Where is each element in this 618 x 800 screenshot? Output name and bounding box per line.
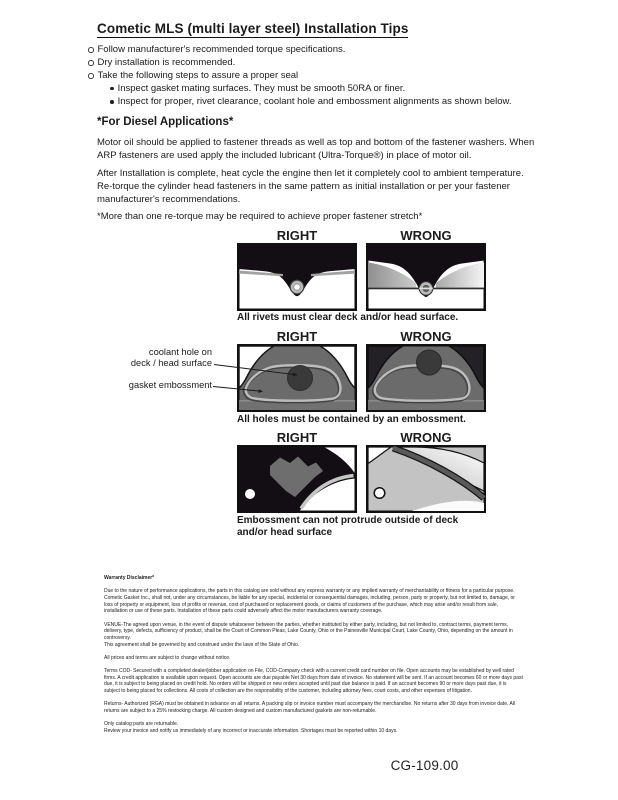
filled-bullet-icon — [110, 100, 114, 104]
list-item-text: Take the following steps to assure a proper seal — [97, 70, 299, 82]
governing-law-paragraph: This agreement shall be governed by and construed under the laws of the State of Ohio. — [104, 641, 300, 648]
embossment-wrong-diagram — [366, 445, 486, 513]
rivet-icon — [290, 280, 304, 294]
open-bullet-icon — [88, 73, 94, 79]
holes-caption: All holes must be contained by an embossment. — [237, 414, 466, 425]
coolant-hole-icon — [417, 350, 442, 375]
gasket-embossment-callout-label: gasket embossment — [128, 380, 212, 390]
open-bullet-icon — [88, 47, 94, 53]
coolant-hole-right-diagram — [237, 344, 357, 412]
install-tips-list — [88, 43, 558, 108]
list-item-text: Inspect gasket mating surfaces. They must be smooth 50RA or finer. — [117, 83, 406, 95]
legal-fine-print — [104, 575, 523, 741]
right-label: RIGHT — [276, 430, 318, 445]
coolant-hole-icon — [288, 366, 313, 391]
prices-paragraph: All prices and terms are subject to change without notice. — [104, 654, 231, 661]
diesel-section-heading: *For Diesel Applications* — [97, 116, 234, 128]
right-label: RIGHT — [276, 329, 318, 344]
warranty-heading: Warranty Disclaimer* — [104, 575, 155, 581]
diesel-paragraph-2: After Installation is complete, heat cycle the engine then let it completely cool to ambient temperature. Re-torque the cylinder head fasteners in the same pattern as initial installation or per your fastener manufacturer's recommendations. — [97, 168, 524, 206]
warranty-paragraph: Due to the nature of performance applications, the parts in this catalog are sold without any express warranty or any implied warranty of merchantability or fitness for a particular purpose. Cometic Gasket Inc., shall not, under any circumstances, be liable for any special, incidental or consequential damages, including, person, party or property, but not limited to, damage, or loss of property or equipment, loss of profits or revenue, cost of purchased or replacement goods, or claims of customers of the purchase, which may arise and/or result from sale, installation or use of these parts. Installation of these parts could adversely affect the motor manufacturers warranty coverage. — [104, 588, 515, 615]
coolant-hole-wrong-diagram — [366, 344, 486, 412]
page-title: Cometic MLS (multi layer steel) Installation Tips — [97, 21, 409, 36]
terms-paragraph: Terms COD- Secured with a completed dealer/jobber application on File, COD-Company check with a current credit card number on file. Open accounts may be established by well rated firms. A credit application is available upon request. Open accounts are due payable Net 30 days from date of invoice. No statement will be sent. If an account becomes 60 or more days past due, it is subject to being placed on credit hold. No orders will be shipped or new orders accepted until past due balance is paid. If an account becomes 90 or more days past due, it is subject to being placed for collections. All costs of collection are the responsibility of the customer, including attorney fees, court costs, and other expenses of litigation. — [104, 668, 523, 695]
review-invoice-paragraph: Review your invoice and notify us immediately of any incorrect or inaccurate information. Shortages must be reported within 10 days. — [104, 727, 398, 734]
venue-paragraph: VENUE-The agreed upon venue, in the event of dispute whatsoever between the parties, whether instituted by either party, including, but not limited to, contract terms, payment terms, delivery, type, defects, sufficiency of product, shall be the Court of Common Pleas, Lake County, Ohio or the Painesville Municipal Court, Lake County, Ohio, depending on the amount in controversy. — [104, 621, 513, 641]
page-code: CG-109.00 — [390, 758, 459, 773]
filled-bullet-icon — [110, 87, 114, 91]
diesel-paragraph-3: *More than one re-torque may be required to achieve proper fastener stretch* — [97, 211, 423, 222]
open-bullet-icon — [88, 60, 94, 66]
rivet-right-diagram — [237, 243, 357, 311]
rivet-icon — [419, 282, 433, 296]
diesel-paragraph-1: Motor oil should be applied to fastener threads as well as top and bottom of the fastener washers. When ARP fasteners are used apply the included lubricant (Ultra-Torque®) in place of motor oil. — [97, 137, 535, 162]
sub-list-item — [110, 95, 558, 108]
right-label: RIGHT — [276, 228, 318, 243]
rivet-wrong-diagram — [366, 243, 486, 311]
wrong-label: WRONG — [400, 329, 452, 344]
rivet-caption: All rivets must clear deck and/or head surface. — [237, 312, 459, 323]
embossment-right-diagram — [237, 445, 357, 513]
bolt-hole-icon — [374, 488, 385, 499]
list-item-text: Dry installation is recommended. — [97, 57, 236, 69]
wrong-label: WRONG — [400, 228, 452, 243]
bolt-hole-icon — [245, 489, 255, 499]
coolant-hole-callout-label: coolant hole on deck / head surface — [130, 347, 212, 368]
wrong-label: WRONG — [400, 430, 452, 445]
returns-paragraph: Returns- Authorized (RGA) must be obtained in advance on all returns. A packing slip or invoice number must accompany the merchandise. No returns after 30 days from invoice date. All returns are subject to a 25% restocking charge. All custom designed and custom manufactured gaskets are non-returnable. — [104, 701, 516, 715]
catalog-parts-paragraph: Only catalog parts are returnable. — [104, 721, 179, 728]
list-item — [88, 69, 558, 82]
list-item — [88, 43, 558, 56]
embossment-caption: Embossment can not protrude outside of deck and/or head surface — [237, 515, 459, 538]
sub-list-item — [110, 82, 558, 95]
list-item-text: Inspect for proper, rivet clearance, coolant hole and embossment alignments as shown below. — [117, 96, 512, 108]
list-item — [88, 56, 558, 69]
list-item-text: Follow manufacturer's recommended torque specifications. — [97, 44, 346, 55]
